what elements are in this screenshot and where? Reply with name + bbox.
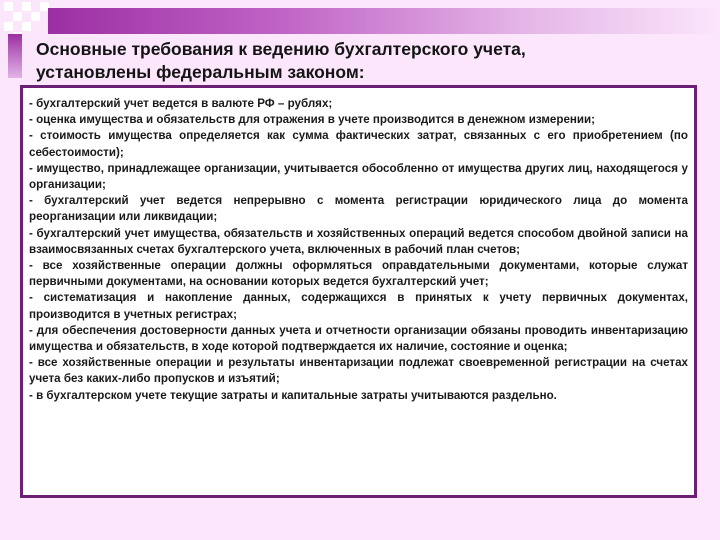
- list-item: - оценка имущества и обязательств для отражения в учете производится в денежном измерении;: [29, 113, 596, 127]
- left-accent-bar: [8, 34, 22, 78]
- list-item: - имущество, принадлежащее организации, учитывается обособленно от имущества других лиц, находящегося у организации;: [29, 161, 688, 192]
- title-line-2: установлены федеральным законом:: [36, 62, 365, 82]
- list-item: - все хозяйственные операции и результаты инвентаризации подлежат своевременной регистрации на счетах учета без каких-либо пропусков и изъятий;: [29, 356, 688, 386]
- requirements-list: [29, 96, 688, 404]
- list-item: - в бухгалтерском учете текущие затраты и капитальные затраты учитываются раздельно.: [29, 388, 557, 402]
- list-item: - бухгалтерский учет ведется в валюте РФ – рублях;: [29, 97, 333, 110]
- slide-title: [36, 38, 676, 84]
- list-item: - бухгалтерский учет ведется непрерывно с момента регистрации юридического лица до момента реорганизации или ликвидации;: [29, 194, 688, 224]
- list-item: - стоимость имущества определяется как сумма фактических затрат, связанных с его приобретением (по себестоимости);: [29, 129, 688, 159]
- list-item: - все хозяйственные операции должны оформляться оправдательными документами, которые служат первичными документами, на основании которых ведется бухгалтерский учет;: [29, 259, 688, 289]
- header-gradient-band: [48, 8, 720, 34]
- list-item: - бухгалтерский учет имущества, обязательств и хозяйственных операций ведется способом двойной записи на взаимосвязанных счетах бухгалтерского учета, включенных в рабочий план счетов;: [29, 226, 688, 256]
- list-item: - систематизация и накопление данных, содержащихся в принятых к учету первичных документах, производится в учетных регистрах;: [29, 291, 688, 321]
- requirements-box: [20, 85, 697, 498]
- title-line-1: Основные требования к ведению бухгалтерского учета,: [36, 39, 526, 59]
- list-item: - для обеспечения достоверности данных учета и отчетности организации обязаны проводить инвентаризацию имущества и обязательств, в ходе которой подтверждается их наличие, состояние и оценка;: [29, 323, 688, 354]
